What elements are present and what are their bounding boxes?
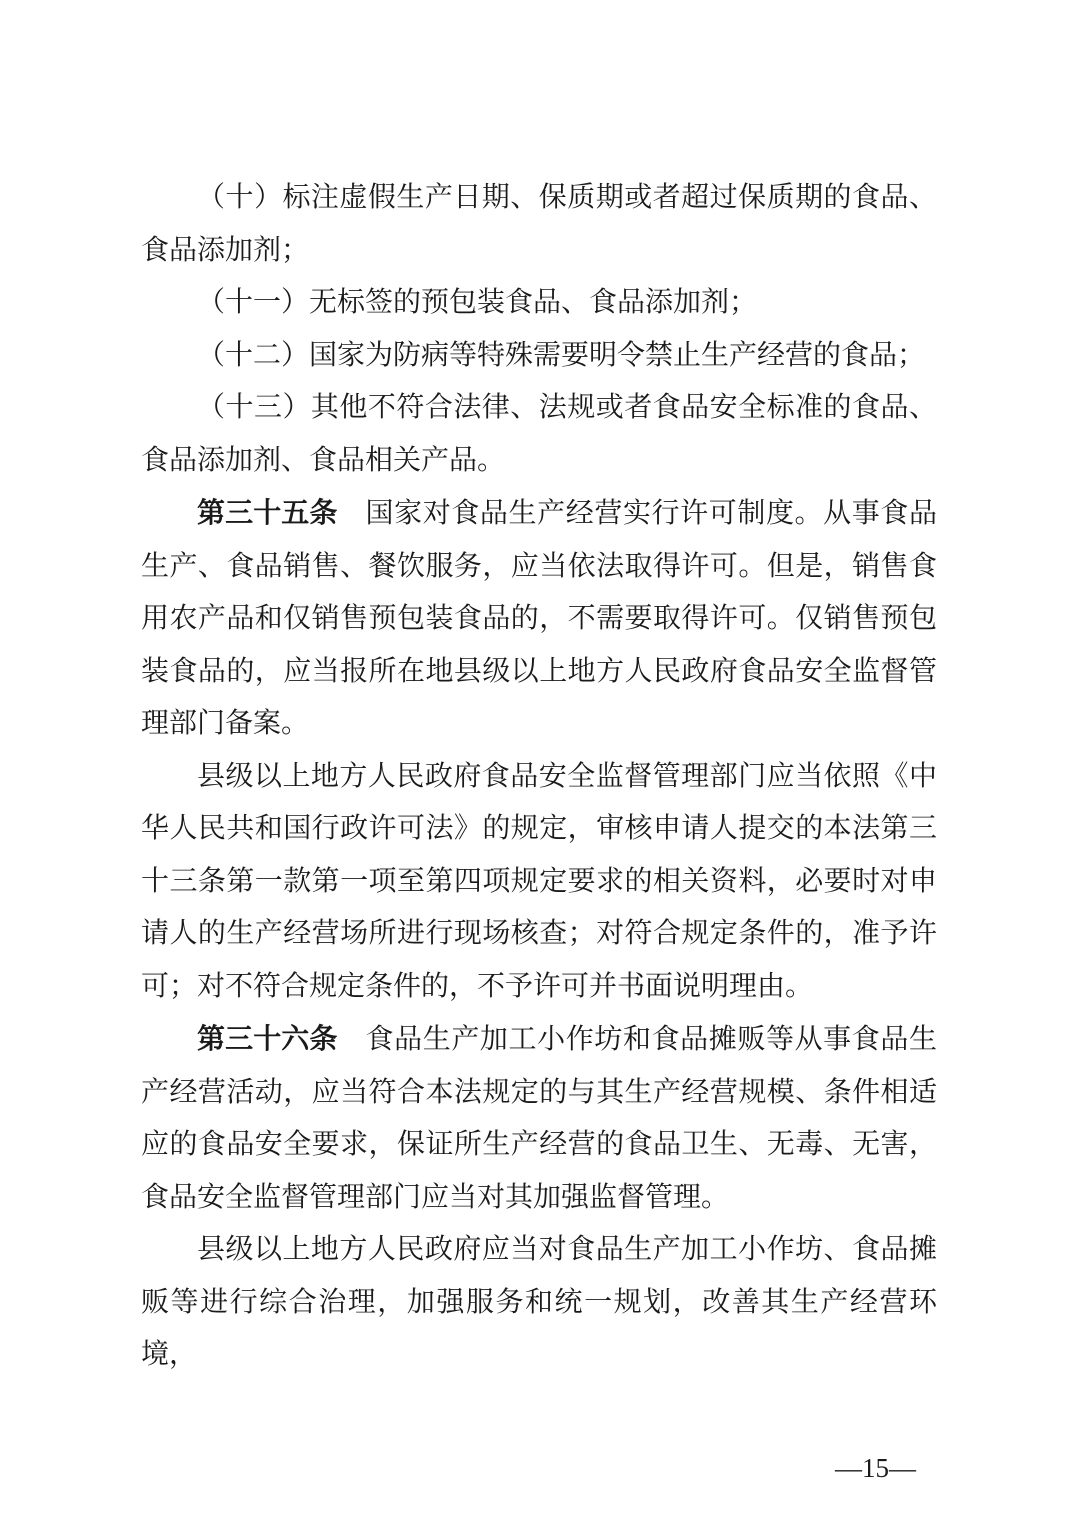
- paragraph-text: （十三）其他不符合法律、法规或者食品安全标准的食品、食品添加剂、食品相关产品。: [141, 392, 937, 476]
- article-36-paragraph: [141, 1013, 937, 1224]
- paragraph-text: 县级以上地方人民政府食品安全监督管理部门应当依照《中华人民共和国行政许可法》的规定，审核申请人提交的本法第三十三条第一款第一项至第四项规定要求的相关资料，必要时对申请人的生产经营场所进行现场核查；对符合规定条件的，准予许可；对不符合规定条件的，不予许可并书面说明理由。: [141, 760, 937, 1002]
- article-36-number-label: 第三十六条: [197, 1023, 338, 1054]
- article-36-clause-2: [141, 1224, 937, 1382]
- article-35-clause-2: [141, 751, 937, 1014]
- list-item-10: [141, 172, 937, 277]
- paragraph-text: （十一）无标签的预包装食品、食品添加剂；: [197, 287, 758, 318]
- article-35-number-label: 第三十五条: [197, 497, 338, 528]
- paragraph-text: 县级以上地方人民政府应当对食品生产加工小作坊、食品摊贩等进行综合治理，加强服务和统一规划，改善其生产经营环境，: [141, 1234, 937, 1370]
- list-item-11: [141, 277, 937, 330]
- document-body: [141, 172, 937, 1382]
- paragraph-text: （十）标注虚假生产日期、保质期或者超过保质期的食品、食品添加剂；: [141, 182, 937, 266]
- page-number: —15—: [835, 1453, 916, 1483]
- list-item-13: [141, 382, 937, 487]
- paragraph-text: 食品生产加工小作坊和食品摊贩等从事食品生产经营活动，应当符合本法规定的与其生产经营规模、条件相适应的食品安全要求，保证所生产经营的食品卫生、无毒、无害，食品安全监督管理部门应当对其加强监督管理。: [141, 1024, 937, 1213]
- paragraph-text: （十二）国家为防病等特殊需要明令禁止生产经营的食品；: [197, 339, 926, 371]
- paragraph-text: 国家对食品生产经营实行许可制度。从事食品生产、食品销售、餐饮服务，应当依法取得许可。但是，销售食用农产品和仅销售预包装食品的，不需要取得许可。仅销售预包装食品的，应当报所在地县级以上地方人民政府食品安全监督管理部门备案。: [141, 498, 937, 739]
- article-35-paragraph: [141, 487, 937, 751]
- list-item-12: [141, 330, 937, 383]
